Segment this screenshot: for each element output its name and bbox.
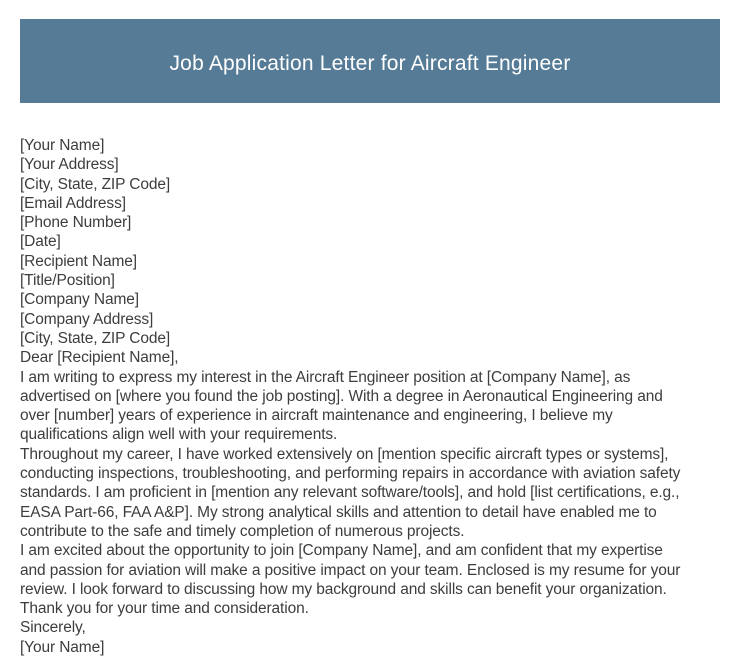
letter-body: [20, 136, 725, 657]
letter-line: [Your Name]: [20, 137, 105, 154]
letter-line: [City, State, ZIP Code]: [20, 175, 171, 193]
letter-line: [City, State, ZIP Code]: [20, 329, 171, 347]
letter-line: Throughout my career, I have worked extensively on [mention specific aircraft types or systems],: [20, 445, 669, 463]
letter-line: [Your Name]: [20, 638, 105, 656]
letter-line: qualifications align well with your requirements.: [20, 426, 338, 444]
title-banner: [20, 19, 720, 103]
letter-line: over [number] years of experience in aircraft maintenance and engineering, I believe my: [20, 407, 613, 425]
letter-line: review. I look forward to discussing how my background and skills can benefit your organization.: [20, 580, 667, 598]
letter-line: Thank you for your time and consideration.: [20, 600, 309, 618]
letter-line: Dear [Recipient Name],: [20, 349, 179, 367]
letter-line: [Date]: [20, 233, 61, 251]
letter-line: conducting inspections, troubleshooting, and performing repairs in accordance with aviation safety: [20, 465, 681, 483]
letter-line: [Recipient Name]: [20, 252, 137, 270]
letter-line: contribute to the safe and timely completion of numerous projects.: [20, 522, 465, 540]
letter-line: [Your Address]: [20, 156, 119, 174]
letter-line: [Phone Number]: [20, 214, 132, 232]
letter-line: [Company Name]: [20, 291, 139, 309]
letter-line: [Company Address]: [20, 310, 154, 328]
letter-line: I am excited about the opportunity to join [Company Name], and am confident that my expertise: [20, 542, 663, 560]
letter-line: standards. I am proficient in [mention any relevant software/tools], and hold [list certifications, e.g.,: [20, 484, 680, 502]
letter-line: Sincerely,: [20, 619, 86, 637]
letter-line: I am writing to express my interest in the Aircraft Engineer position at [Company Name], as: [20, 368, 631, 386]
letter-line: EASA Part-66, FAA A&P]. My strong analytical skills and attention to detail have enabled me to: [20, 503, 657, 521]
letter-line: [Title/Position]: [20, 272, 115, 290]
page-title: Job Application Letter for Aircraft Engineer: [169, 51, 571, 75]
letter-line: [Email Address]: [20, 194, 126, 212]
letter-line: advertised on [where you found the job posting]. With a degree in Aeronautical Engineering and: [20, 387, 663, 405]
letter-line: and passion for aviation will make a positive impact on your team. Enclosed is my resume for your: [20, 561, 681, 579]
